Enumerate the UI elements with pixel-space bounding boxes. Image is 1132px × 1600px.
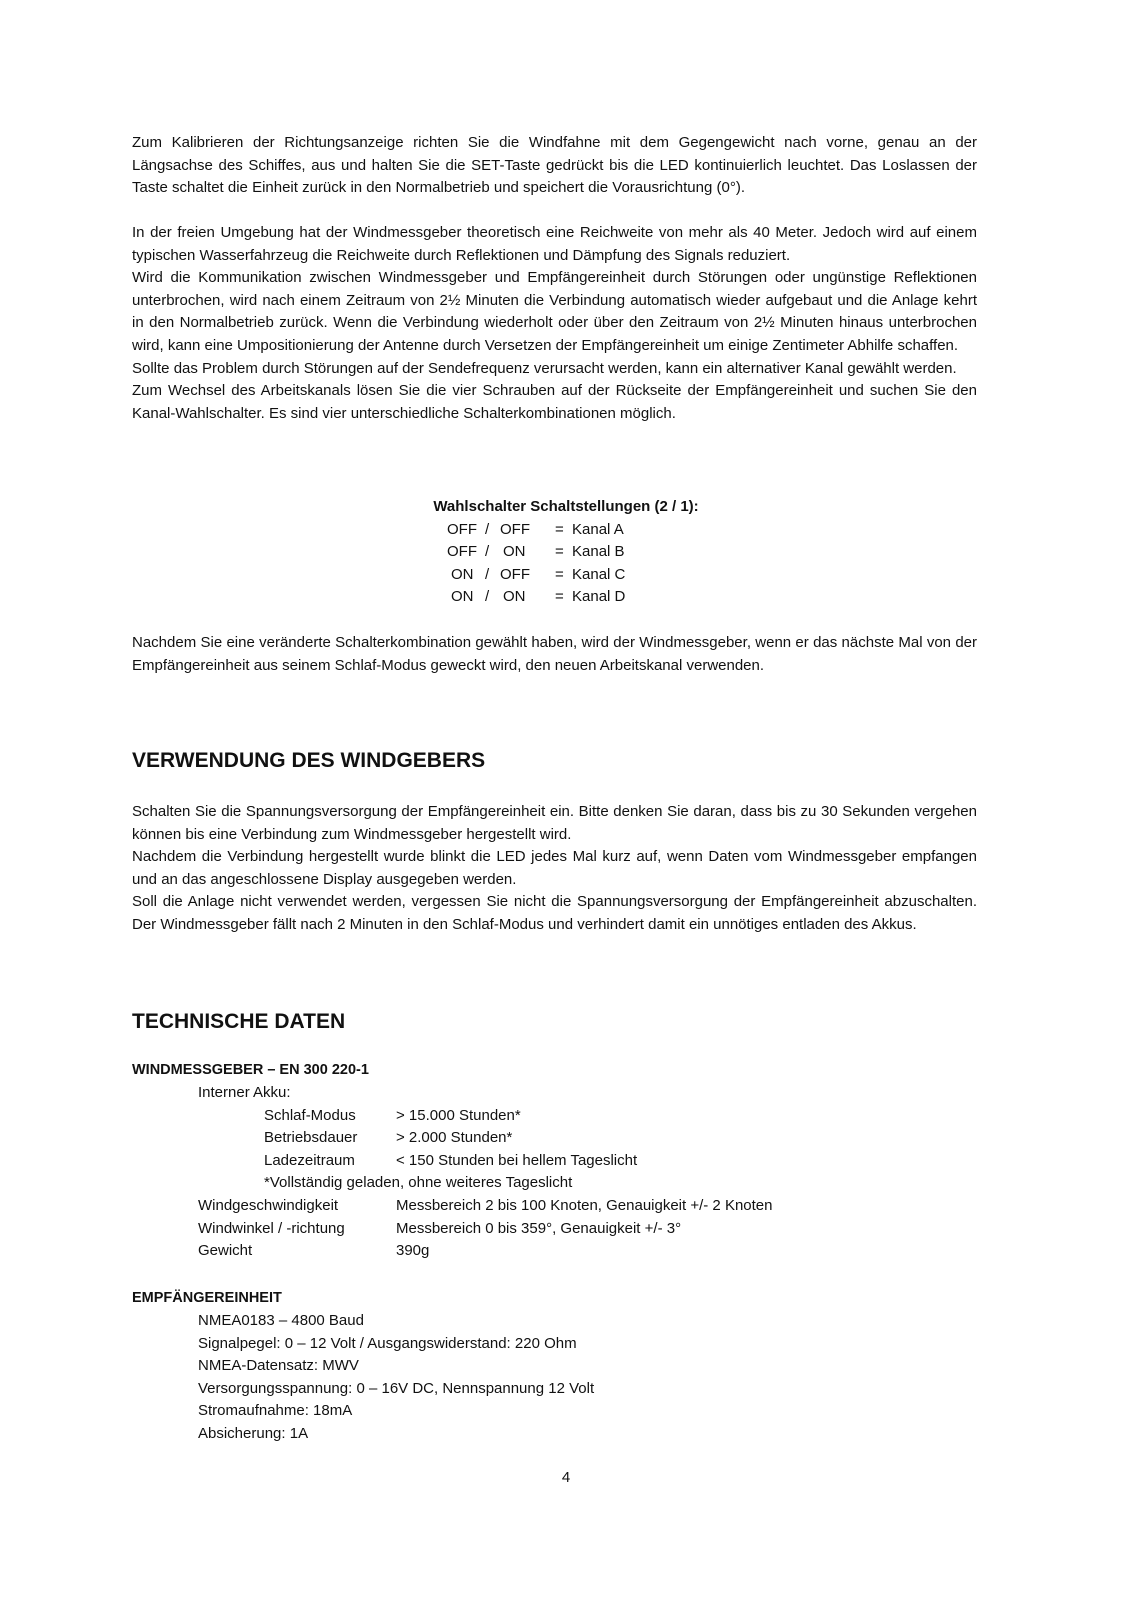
range-paragraphs: [132, 222, 977, 425]
spec-label: Betriebsdauer: [264, 1129, 358, 1147]
channel: Kanal A: [572, 520, 624, 538]
switch-row: [0, 586, 1132, 609]
spec-value: Messbereich 2 bis 100 Knoten, Genauigkeit +/- 2 Knoten: [396, 1196, 773, 1214]
spec-label: Windgeschwindigkeit: [198, 1196, 339, 1214]
spec-label: Ladezeitraum: [264, 1151, 355, 1169]
paragraph: In der freien Umgebung hat der Windmessgeber theoretisch eine Reichweite von mehr als 40 Meter. Jedoch wird auf einem typischen Wasserfahrzeug die Reichweite durch Reflektionen und Dämpfung des Signals reduziert.: [132, 224, 977, 264]
switch-2: ON: [451, 565, 474, 583]
switch-2: OFF: [447, 543, 477, 561]
channel: Kanal B: [572, 543, 625, 561]
spec-line: Absicherung: 1A: [198, 1424, 309, 1442]
receiver-specs: [132, 1310, 977, 1446]
channel: Kanal C: [572, 565, 626, 583]
spec-row: [132, 1150, 977, 1173]
spec-row: [132, 1240, 977, 1263]
switch-1: ON: [503, 588, 526, 606]
switch-row: [0, 541, 1132, 564]
paragraph: Zum Wechsel des Arbeitskanals lösen Sie die vier Schrauben auf der Rückseite der Empfängereinheit und suchen Sie den Kanal-Wahlschalter. Es sind vier unterschiedliche Schalterkombinationen möglich.: [132, 382, 977, 422]
equals: =: [555, 520, 564, 538]
switch-2: ON: [451, 588, 474, 606]
page-number: 4: [561, 1469, 571, 1486]
separator: /: [485, 543, 490, 561]
switch-1: OFF: [500, 565, 530, 583]
equals: =: [555, 543, 564, 561]
spec-line: Signalpegel: 0 – 12 Volt / Ausgangswiderstand: 220 Ohm: [198, 1334, 577, 1352]
spec-row: [132, 1218, 977, 1241]
spec-label: Windwinkel / -richtung: [198, 1219, 345, 1237]
switch-2: OFF: [447, 520, 477, 538]
spec-value: < 150 Stunden bei hellem Tageslicht: [396, 1151, 638, 1169]
switch-table-title: Wahlschalter Schaltstellungen (2 / 1):: [433, 498, 699, 515]
separator: /: [485, 588, 490, 606]
channel: Kanal D: [572, 588, 626, 606]
spec-row: [132, 1105, 977, 1128]
spec-value: 390g: [396, 1242, 430, 1260]
calibration-paragraph: [132, 132, 977, 200]
channel-paragraph: [132, 632, 977, 677]
receiver-title: EMPFÄNGEREINHEIT: [132, 1290, 282, 1306]
section-heading-tech: TECHNISCHE DATEN: [132, 1010, 346, 1033]
separator: /: [485, 520, 490, 538]
spec-row: [132, 1127, 977, 1150]
switch-row: [0, 519, 1132, 542]
spec-value: > 2.000 Stunden*: [396, 1129, 513, 1147]
spec-line: NMEA-Datensatz: MWV: [198, 1357, 359, 1375]
equals: =: [555, 565, 564, 583]
spec-value: > 15.000 Stunden*: [396, 1106, 521, 1124]
spec-label: Gewicht: [198, 1242, 253, 1260]
footnote: *Vollständig geladen, ohne weiteres Tageslicht: [264, 1174, 573, 1192]
paragraph: Soll die Anlage nicht verwendet werden, vergessen Sie nicht die Spannungsversorgung der Empfängereinheit abzuschalten. Der Windmessgeber fällt nach 2 Minuten in den Schlaf-Modus und verhindert damit ein unnötiges entladen des Akkus.: [132, 893, 977, 933]
paragraph: Nachdem die Verbindung hergestellt wurde blinkt die LED jedes Mal kurz auf, wenn Daten vom Windmessgeber empfangen und an das angeschlossene Display ausgegeben werden.: [132, 848, 977, 888]
spec-label: Schlaf-Modus: [264, 1106, 356, 1124]
spec-line: Stromaufnahme: 18mA: [198, 1402, 353, 1420]
sensor-specs: [132, 1082, 977, 1263]
paragraph: Zum Kalibrieren der Richtungsanzeige richten Sie die Windfahne mit dem Gegengewicht nach vorne, genau an der Längsachse des Schiffes, aus und halten Sie die SET-Taste gedrückt bis die LED kontinuierlich leuchtet. Das Loslassen der Taste schaltet die Einheit zurück in den Normalbetrieb und speichert die Vorausrichtung (0°).: [132, 134, 977, 197]
spec-line: Versorgungsspannung: 0 – 16V DC, Nennspannung 12 Volt: [198, 1379, 595, 1397]
switch-1: ON: [503, 543, 526, 561]
sensor-title: WINDMESSGEBER – EN 300 220-1: [132, 1062, 369, 1078]
switch-table: [0, 496, 1132, 609]
spec-line: NMEA0183 – 4800 Baud: [198, 1312, 364, 1329]
separator: /: [485, 565, 490, 583]
spec-value: Messbereich 0 bis 359°, Genauigkeit +/- 3°: [396, 1219, 682, 1237]
paragraph: Wird die Kommunikation zwischen Windmessgeber und Empfängereinheit durch Störungen oder ungünstige Reflektionen unterbrochen, wird nach einem Zeitraum von 2½ Minuten die Verbindung automatisch wieder aufgebaut und die Anlage kehrt in den Normalbetrieb zurück. Wenn die Verbindung wiederholt oder über den Zeitraum von 2½ Minuten hinaus unterbrochen wird, kann eine Umpositionierung der Antenne durch Versetzen der Empfängereinheit um einige Zentimeter Abhilfe schaffen.: [132, 269, 977, 354]
paragraph: Nachdem Sie eine veränderte Schalterkombination gewählt haben, wird der Windmessgeber, wenn er das nächste Mal von der Empfängereinheit aus seinem Schlaf-Modus geweckt wird, den neuen Arbeitskanal verwenden.: [132, 634, 977, 674]
usage-paragraphs: [132, 801, 977, 937]
section-heading-usage: VERWENDUNG DES WINDGEBERS: [132, 749, 486, 772]
battery-label: Interner Akku:: [198, 1084, 291, 1101]
switch-row: [0, 564, 1132, 587]
paragraph: Schalten Sie die Spannungsversorgung der Empfängereinheit ein. Bitte denken Sie daran, dass bis zu 30 Sekunden vergehen können bis eine Verbindung zum Windmessgeber hergestellt wird.: [132, 803, 977, 843]
spec-row: [132, 1195, 977, 1218]
paragraph: Sollte das Problem durch Störungen auf der Sendefrequenz verursacht werden, kann ein alternativer Kanal gewählt werden.: [132, 359, 957, 377]
switch-1: OFF: [500, 520, 530, 538]
equals: =: [555, 588, 564, 606]
